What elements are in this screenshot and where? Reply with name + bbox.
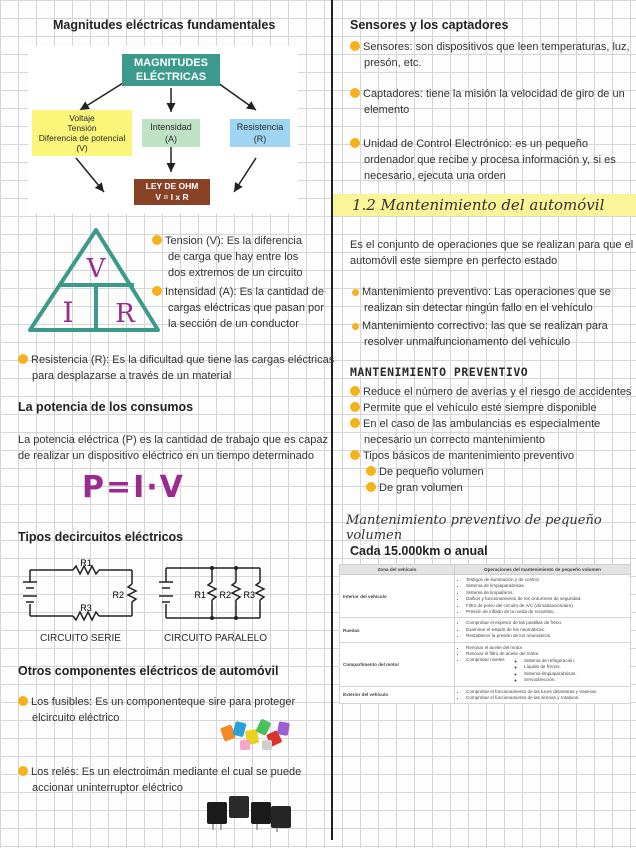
section-heading: 1.2 Mantenimiento del automóvil [352,196,605,214]
parallel-r2: R2 [219,590,231,600]
bullet-icon [350,41,360,51]
bullet-icon [18,354,28,364]
title-mantenimiento-preventivo: MANTENIMIENTO PREVENTIVO [350,365,529,379]
triangle-i: I [62,296,74,329]
magnitudes-diagram [28,46,298,214]
intensidad-box: Intensidad (A) [142,119,200,147]
table-zone: Interior del vehículo [340,575,455,618]
table-zone: Ruedas [340,618,455,642]
bullet-icon [18,696,28,706]
bullet-icon [366,466,376,476]
cada-label: Cada 15.000km o anual [350,544,488,558]
triangle-r: R [115,299,135,329]
maintenance-table [339,564,631,704]
fuses-image [218,716,294,752]
bullet-icon [350,450,360,460]
intro-text: Es el conjunto de operaciones que se realizan para que el automóvil este siempre en perfecto estado [350,239,634,267]
parallel-label: CIRCUITO PARALELO [164,633,267,644]
ohm-triangle [24,224,162,336]
intensidad-text: Intensidad (A): Es la cantidad de cargas eléctricas que pasan por la sección de un conductor [152,284,324,332]
captadores-text: Captadores: tiene la misión la velocidad de giro de un elemento [350,86,625,118]
table-header-cell: Zona del vehículo [340,565,455,575]
preventivo-text: Mantenimiento preventivo: Las operaciones que se realizan sin detectar ningún fallo en el vehículo [352,284,611,316]
bullet-icon [152,235,162,245]
title-componentes: Otros componentes eléctricos de automóvil [18,664,279,678]
heading-pequeno-volumen: Mantenimiento preventivo de pequeño volumen [346,513,602,543]
ucu-text: Unidad de Control Electrónico: es un pequeño ordenador que recibe y procesa información y, si es necesario, ejecuta una orden [350,136,616,184]
bullet-icon [350,138,360,148]
triangle-v: V [86,254,106,284]
title-circuitos: Tipos decircuitos eléctricos [18,530,184,544]
series-r1: R1 [80,558,92,568]
table-ops: • Comprobar el funcionamiento de las luces delanteras y traseras. • Comprobar el funcionamiento de las sirenas y rotativos. [455,686,631,704]
series-r2: R2 [112,590,124,600]
sensores-text: Sensores: son dispositivos que leen temperaturas, luz, presón, etc. [350,39,630,71]
bullet-icon [350,402,360,412]
table-header-cell: Operaciones del mantenimiento de pequeño volumen [455,565,631,575]
parallel-r3: R3 [243,590,255,600]
series-circuit [18,558,143,624]
series-label: CIRCUITO SERIE [40,633,121,644]
column-divider [331,0,333,840]
table-row [340,642,631,686]
prev-items: Reduce el número de averías y el riesgo de accidentes Permite que el vehículo esté siempre disponible En el caso de las ambulancias es especialmente necesario un correcto mantenimiento Tipos básicos de mantenimiento preventivo De pequeño volumen De gran volumen [350,384,631,496]
table-header [340,565,631,575]
table-row [340,686,631,704]
voltaje-box: Voltaje Tensión Diferencia de potencial (V) [32,110,132,156]
table-zone: Compartimento del motor [340,642,455,686]
bullet-icon [366,482,376,492]
title-potencia: La potencia de los consumos [18,400,194,414]
table-zone: Exterior del vehículo [340,686,455,704]
table-ops: • Comprobar el espesor de las pastillas de freno. • Examinar el estado de los neumáticos. • Restablecer la presión de los neumáticos. [455,618,631,642]
tension-text: Tension (V): Es la diferencia de carga que hay entre los dos extremos de un circuito [152,233,303,281]
table-row [340,618,631,642]
parallel-r1: R1 [194,590,206,600]
magnitudes-box: MAGNITUDES ELÉCTRICAS [122,54,220,86]
power-formula: P=I·V [82,470,185,505]
table-row [340,575,631,618]
table-ops: • Testigos de iluminación y de control. • Sistema de limpiaparabrisas. • Sistema de limpiafaros. • Dañios y funcionamiento de los cinturones de seguridad. • Filtro de polvo del circuito de A/C (climatización/aire). • Presión de inflado de la rueda de recambio. [455,575,631,618]
bullet-icon [352,323,359,330]
relays-image [205,792,295,832]
series-r3: R3 [80,603,92,613]
bullet-icon [350,386,360,396]
title-sensores: Sensores y los captadores [350,18,509,32]
parallel-circuit [156,560,268,626]
bullet-icon [350,88,360,98]
reles-text: Los relés: Es un electroimán mediante el cual se puede accionar uninterruptor eléctrico [18,764,301,796]
potencia-text: La potencia eléctrica (P) es la cantidad de trabajo que es capaz de realizar un dispositivo eléctrico en un tiempo determinado [18,434,329,462]
correctivo-text: Mantenimiento correctivo: las que se realizan para resolver unmalfuncionamento del vehículo [352,318,608,350]
fusibles-text: Los fusibles: Es un componenteque sire para proteger elcircuito eléctrico [18,694,295,726]
bullet-icon [352,289,359,296]
table-ops: • Renovar el aceite del motor. • Renovar el filtro de aceite del motor. • Comprobar niveles ◦ Sistema de refrigeración. ◦ Líquido de frenos. ◦ Sistema limpiaparabrisas. ◦ Servodirección. [455,642,631,686]
title-magnitudes: Magnitudes eléctricas fundamentales [53,18,276,32]
ley-ohm-box: LEY DE OHM V = I x R [134,179,210,205]
resistencia-box: Resistencia (R) [230,119,290,147]
bullet-icon [152,286,162,296]
bullet-icon [350,418,360,428]
resistencia-text: Resistencia (R): Es la dificultad que tiene las cargas eléctricas para desplazarse a través de un material [18,352,334,384]
bullet-icon [18,766,28,776]
